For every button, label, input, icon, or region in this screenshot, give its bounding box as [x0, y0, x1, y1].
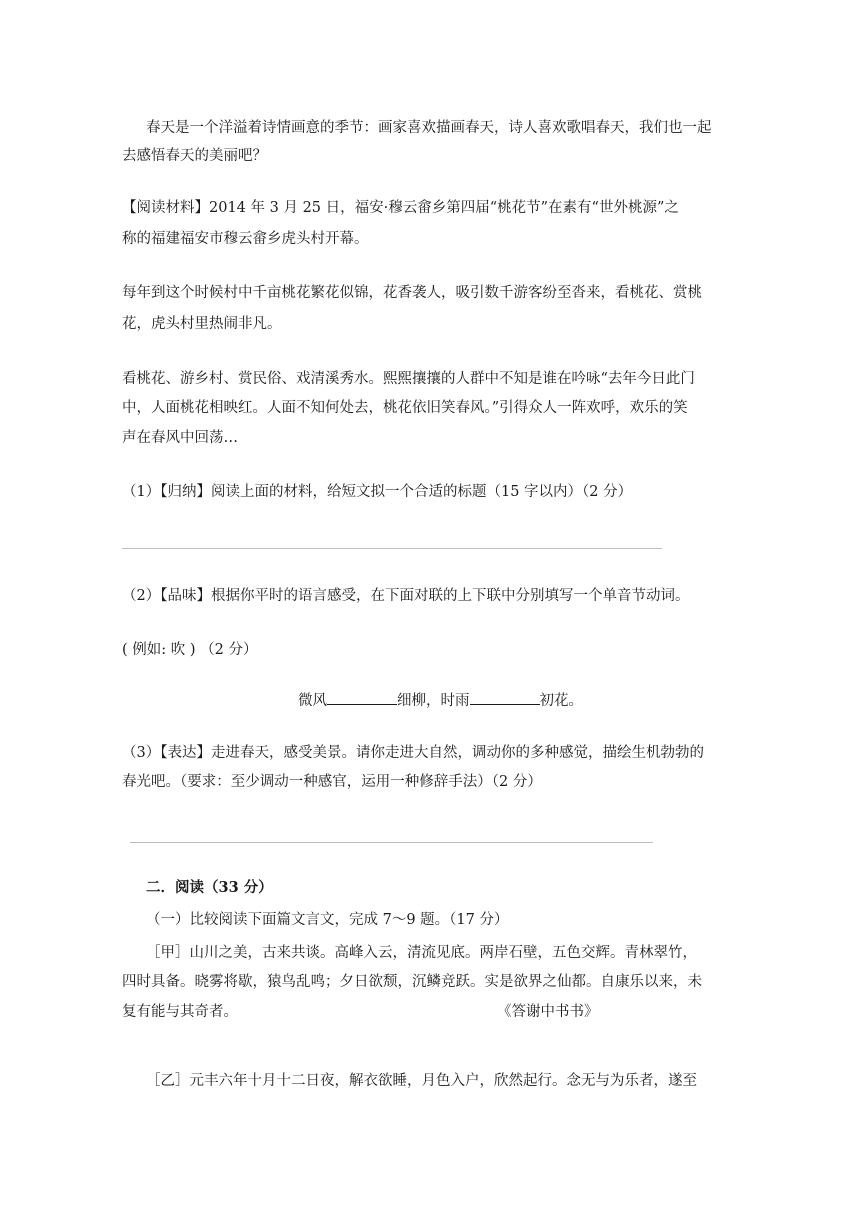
couplet-part-1: 微风: [298, 693, 327, 709]
material-line-2: 称的福建福安市穆云畲乡虎头村开幕。: [122, 231, 369, 247]
answer-line-3[interactable]: [130, 842, 653, 843]
passage-jia-source: 《答谢中书书》: [497, 1004, 599, 1020]
couplet-part-2: 细柳，时雨: [397, 693, 470, 709]
material-para3-line-2: 中，人面桃花相映红。人面不知何处去，桃花依旧笑春风。”引得众人一阵欢呼，欢乐的笑: [122, 400, 688, 416]
material-line-1: 【阅读材料】2014 年 3 月 25 日，福安·穆云畲乡第四届“桃花节”在素有“世外桃源”之: [122, 200, 679, 216]
question-3-line-1: （3）【表达】走进春天，感受美景。请你走进大自然，调动你的多种感觉，描绘生机勃勃的: [122, 745, 704, 761]
material-para2-line-1: 每年到这个时候村中千亩桃花繁花似锦，花香袭人，吸引数千游客纷至沓来，看桃花、赏桃: [122, 285, 702, 301]
material-para3-line-1: 看桃花、游乡村、赏民俗、戏清溪秀水。熙熙攘攘的人群中不知是谁在吟咏“去年今日此门: [122, 371, 695, 387]
passage-yi-line-1: ［乙］元丰六年十月十二日夜，解衣欲睡，月色入户，欣然起行。念无与为乐者，遂至: [146, 1073, 697, 1089]
answer-line-1[interactable]: [122, 548, 662, 549]
question-2: （2）【品味】根据你平时的语言感受，在下面对联的上下联中分别填写一个单音节动词。: [122, 588, 690, 604]
question-2-example: ( 例如: 吹 ) （2 分）: [122, 642, 258, 658]
section-2-heading: 二．阅读（33 分）: [146, 879, 273, 896]
couplet-blank-1[interactable]: [327, 688, 397, 705]
question-1: （1）【归纳】阅读上面的材料，给短文拟一个合适的标题（15 字以内）（2 分）: [122, 484, 633, 500]
question-3-line-2: 春光吧。（要求：至少调动一种感官，运用一种修辞手法）（2 分）: [122, 774, 542, 790]
couplet-part-3: 初花。: [539, 693, 583, 709]
material-para3-line-3: 声在春风中回荡…: [122, 430, 238, 446]
intro-line-1: 春天是一个洋溢着诗情画意的季节：画家喜欢描画春天，诗人喜欢歌唱春天，我们也一起: [146, 120, 712, 136]
passage-jia-line-3: 复有能与其奇者。: [122, 1004, 238, 1020]
passage-jia-line-1: ［甲］山川之美，古来共谈。高峰入云，清流见底。两岸石壁，五色交辉。青林翠竹，: [146, 945, 697, 961]
couplet-blank-2[interactable]: [470, 688, 540, 705]
passage-jia-line-2: 四时具备。晓雾将歇，猿鸟乱鸣；夕日欲颓，沉鳞竞跃。实是欲界之仙都。自康乐以来，未: [122, 974, 702, 990]
section-2-subheading: （一）比较阅读下面篇文言文，完成 7～9 题。（17 分）: [146, 912, 509, 928]
couplet-line: [298, 688, 583, 711]
intro-line-2: 去感悟春天的美丽吧？: [122, 148, 267, 164]
material-para2-line-2: 花，虎头村里热闹非凡。: [122, 316, 282, 332]
